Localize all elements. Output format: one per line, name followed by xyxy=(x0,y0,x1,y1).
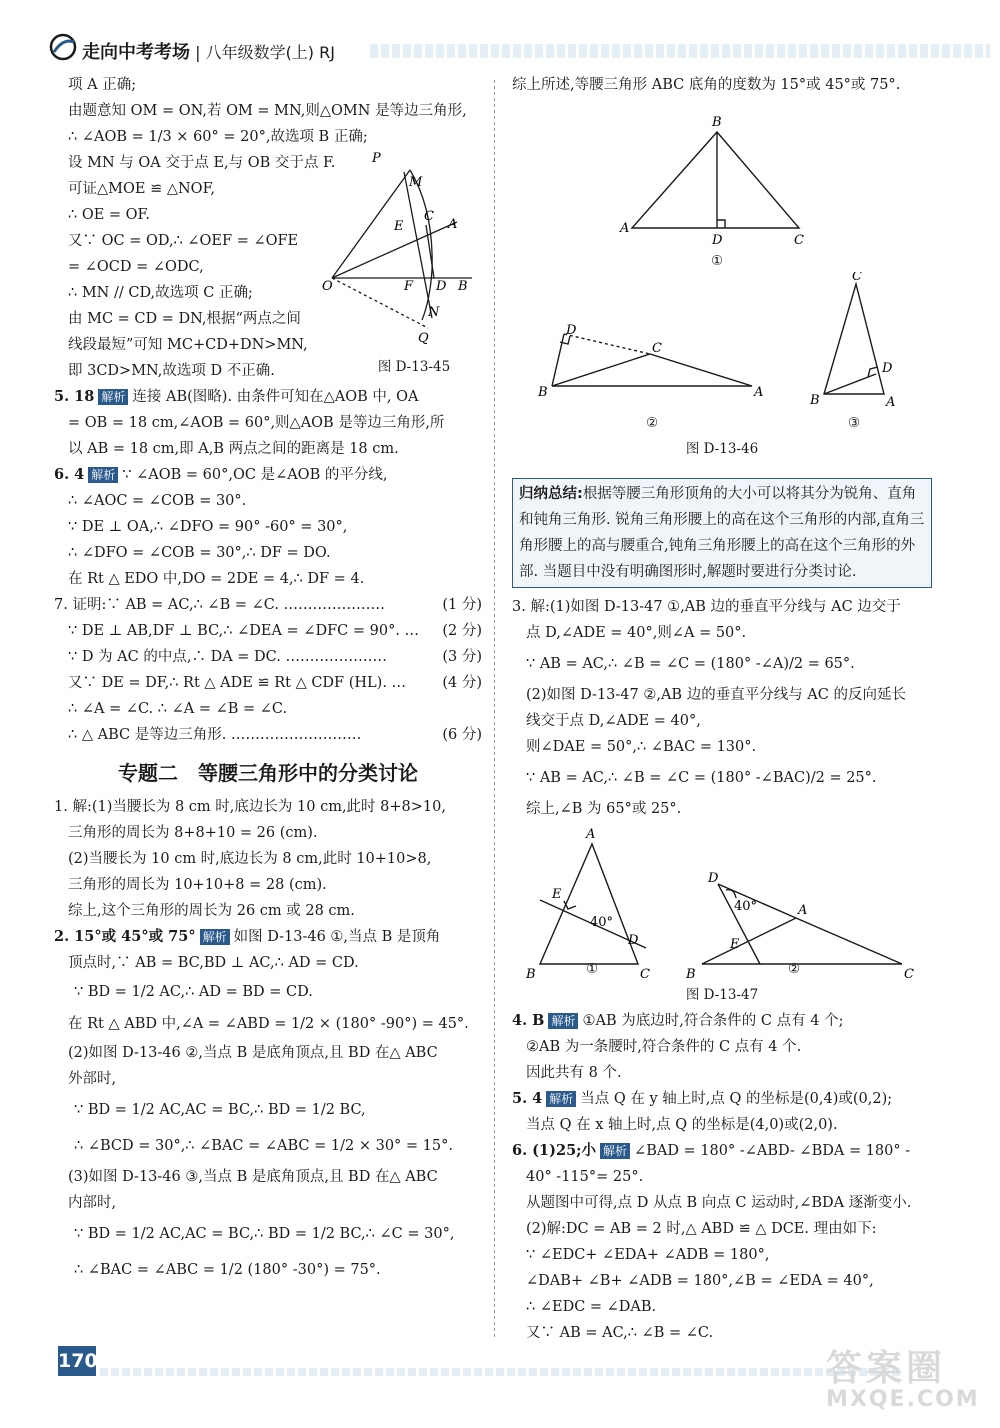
label-c: C xyxy=(652,341,662,356)
text-line: ∵ AB = AC,∴ ∠B = ∠C = (180° -∠BAC)/2 = 25°. xyxy=(526,770,877,786)
analysis-tag: 解析 xyxy=(200,929,230,945)
summary-label: 归纳总结: xyxy=(519,486,583,502)
label-b: B xyxy=(712,115,722,130)
text-line: 又∵ OC = OD,∴ ∠OEF = ∠OFE xyxy=(68,233,299,249)
text-line: ∴ △ ABC 是等边三角形. ……………………… xyxy=(68,727,362,743)
analysis-tag: 解析 xyxy=(546,1091,576,1107)
text-line: ∵ BD = 1/2 AC,AC = BC,∴ BD = 1/2 BC,∴ ∠C = 30°, xyxy=(74,1226,455,1242)
q6-line xyxy=(512,1138,932,1164)
column-divider xyxy=(494,80,495,1340)
label-a: A xyxy=(886,395,896,410)
figure-d-13-47 xyxy=(512,822,932,1008)
q2-line xyxy=(54,924,482,950)
label-d: D xyxy=(628,933,639,948)
text-line: 由 MC = CD = DN,根据“两点之间 xyxy=(68,311,301,327)
label-a: A xyxy=(586,827,596,842)
text-line: 可证△MOE ≌ △NOF, xyxy=(68,181,215,197)
q6-number: 6. (1)25;小 xyxy=(512,1142,597,1159)
figure-d-13-45 xyxy=(322,150,482,350)
q7-line xyxy=(54,592,482,618)
q5-number: 5. 4 xyxy=(512,1090,543,1107)
fig46-caption: 图 D-13-46 xyxy=(685,441,759,457)
label-f: F xyxy=(404,279,414,294)
text-line: 外部时, xyxy=(68,1071,117,1087)
book-grade: 八年级数学(上) RJ xyxy=(205,43,335,62)
text-line: 在 Rt △ ABD 中,∠A = ∠ABD = 1/2 × (180° -90°) = 45°. xyxy=(68,1016,469,1032)
label-d: D xyxy=(436,279,447,294)
angle-label: 40° xyxy=(590,915,614,930)
label-p: P xyxy=(372,151,381,166)
text-line: = ∠OCD = ∠ODC, xyxy=(68,259,204,275)
text-line: 以 AB = 18 cm,即 A,B 两点之间的距离是 18 cm. xyxy=(68,441,399,457)
label-n: N xyxy=(428,305,440,320)
label-q: Q xyxy=(418,331,429,346)
right-column xyxy=(512,72,932,1346)
watermark-text: 答案圈 xyxy=(826,1348,947,1389)
analysis-tag: 解析 xyxy=(98,389,128,405)
circled-label: ③ xyxy=(847,415,861,431)
label-a: A xyxy=(448,217,458,232)
text-line: ∵ ∠EDC+ ∠EDA+ ∠ADB = 180°, xyxy=(526,1247,770,1263)
text-line: 3. 解:(1)如图 D-13-47 ①,AB 边的垂直平分线与 AC 边交于 xyxy=(512,599,901,615)
text-line: ∴ ∠A = ∠C. ∴ ∠A = ∠B = ∠C. xyxy=(68,701,288,717)
circled-label: ② xyxy=(787,961,801,977)
text-line: 即 3CD>MN,故选项 D 不正确. xyxy=(68,363,275,379)
watermark xyxy=(826,1340,986,1420)
text-line: 40° -115°= 25°. xyxy=(526,1169,644,1185)
text-line: ∴ ∠AOB = 1/3 × 60° = 20°,故选项 B 正确; xyxy=(68,129,368,145)
text-line: 点 D,∠ADE = 40°,则∠A = 50°. xyxy=(526,625,747,641)
text-line: ∵ DE ⊥ AB,DF ⊥ BC,∴ ∠DEA = ∠DFC = 90°. … xyxy=(68,623,420,639)
score-points: (4 分) xyxy=(442,675,482,691)
header-title: 走向中考考场 | 八年级数学(上) RJ xyxy=(82,42,335,63)
logo-icon xyxy=(48,32,78,62)
q4-number: 4. B xyxy=(512,1012,545,1029)
footer-band xyxy=(100,1368,900,1376)
watermark-url: MXQE.COM xyxy=(826,1387,980,1412)
label-a: A xyxy=(798,903,808,918)
text-line: 顶点时,∵ AB = BC,BD ⊥ AC,∴ AD = CD. xyxy=(68,955,359,971)
q5-line xyxy=(512,1086,932,1112)
text-line: 如图 D-13-46 ①,当点 B 是顶角 xyxy=(233,929,441,945)
page-number: 170 xyxy=(58,1346,96,1376)
text-line: 在 Rt △ EDO 中,DO = 2DE = 4,∴ DF = 4. xyxy=(68,571,365,587)
label-b: B xyxy=(810,393,820,408)
left-column xyxy=(54,72,482,1288)
score-points: (3 分) xyxy=(442,649,482,665)
text-line: ∴ ∠AOC = ∠COB = 30°. xyxy=(68,493,247,509)
text-line: 连接 AB(图略). 由条件可知在△AOB 中, OA xyxy=(132,389,419,405)
label-c: C xyxy=(904,967,914,982)
text-line: 因此共有 8 个. xyxy=(526,1065,622,1081)
circled-label: ② xyxy=(645,415,659,431)
summary-box xyxy=(512,478,932,588)
q5-number: 5. 18 xyxy=(54,388,95,405)
text-line: 当点 Q 在 y 轴上时,点 Q 的坐标是(0,4)或(0,2); xyxy=(580,1091,893,1107)
analysis-tag: 解析 xyxy=(548,1013,578,1029)
text-line: ∵ BD = 1/2 AC,AC = BC,∴ BD = 1/2 BC, xyxy=(74,1102,366,1118)
score-points: (2 分) xyxy=(442,623,482,639)
label-d: D xyxy=(566,323,577,338)
text-line: ∵ DE ⊥ OA,∴ ∠DFO = 90° -60° = 30°, xyxy=(68,519,348,535)
q4-line xyxy=(512,1008,932,1034)
label-b: B xyxy=(538,385,548,400)
summary-text: 根据等腰三角形顶角的大小可以将其分为锐角、直角和钝角三角形. 锐角三角形腰上的高在这个三角形的内部,直角三角形腰上的高与腰重合,钝角三角形腰上的高在这个三角形的外部. 当题目中没有明确图形时,解题时要进行分类讨论. xyxy=(519,486,925,580)
analysis-tag: 解析 xyxy=(88,467,118,483)
text-line: = OB = 18 cm,∠AOB = 60°,则△AOB 是等边三角形,所 xyxy=(68,415,445,431)
text-line: ∠DAB+ ∠B+ ∠ADB = 180°,∠B = ∠EDA = 40°, xyxy=(526,1273,874,1289)
text-line: ∵ D 为 AC 的中点,∴ DA = DC. ………………… xyxy=(68,649,387,665)
q2-number: 2. 15°或 45°或 75° xyxy=(54,928,196,945)
label-a: A xyxy=(754,385,764,400)
label-o: O xyxy=(322,279,333,294)
text-line: ②AB 为一条腰时,符合条件的 C 点有 4 个. xyxy=(526,1039,802,1055)
text-line: ∵ ∠AOB = 60°,OC 是∠AOB 的平分线, xyxy=(122,467,388,483)
q5-line xyxy=(54,384,482,410)
text-line: 三角形的周长为 8+8+10 = 26 (cm). xyxy=(68,825,318,841)
fig47-caption: 图 D-13-47 xyxy=(685,987,759,1003)
circled-label: ① xyxy=(710,253,724,269)
text-line: (2)当腰长为 10 cm 时,底边长为 8 cm,此时 10+10>8, xyxy=(68,851,432,867)
text-line: 又∵ DE = DF,∴ Rt △ ADE ≌ Rt △ CDF (HL). … xyxy=(68,675,407,691)
score-points: (6 分) xyxy=(442,727,482,743)
text-line: 项 A 正确; xyxy=(68,77,137,93)
text-line: 1. 解:(1)当腰长为 8 cm 时,底边长为 10 cm,此时 8+8>10, xyxy=(54,799,446,815)
label-c: C xyxy=(852,272,862,284)
label-c: C xyxy=(640,967,650,982)
text-line: ∠BAD = 180° -∠ABD- ∠BDA = 180° - xyxy=(634,1143,911,1159)
text-line: 三角形的周长为 10+10+8 = 28 (cm). xyxy=(68,877,327,893)
q7-line xyxy=(54,696,482,722)
label-b: B xyxy=(686,967,696,982)
fig45-caption: 图 D-13-45 xyxy=(377,359,451,375)
text-line: ∴ OE = OF. xyxy=(68,207,150,223)
label-m: M xyxy=(409,175,423,190)
text-line: (2)解:DC = AB = 2 时,△ ABD ≌ △ DCE. 理由如下: xyxy=(526,1221,877,1237)
label-d: D xyxy=(882,361,893,376)
text-line: ∵ AB = AC,∴ ∠B = ∠C = (180° -∠A)/2 = 65°. xyxy=(526,656,855,672)
figure-d-13-45-block xyxy=(54,150,482,384)
text-line: 综上,这个三角形的周长为 26 cm 或 28 cm. xyxy=(68,903,355,919)
label-c: C xyxy=(424,209,434,224)
circled-label: ① xyxy=(585,961,599,977)
text-line: (2)如图 D-13-46 ②,当点 B 是底角顶点,且 BD 在△ ABC xyxy=(68,1045,438,1061)
page-header xyxy=(0,0,1000,70)
label-e: E xyxy=(394,219,404,234)
text-line: 综上所述,等腰三角形 ABC 底角的度数为 15°或 45°或 75°. xyxy=(512,77,901,93)
analysis-tag: 解析 xyxy=(600,1143,630,1159)
text-line: ∴ ∠EDC = ∠DAB. xyxy=(526,1299,657,1315)
text-line: 内部时, xyxy=(68,1195,117,1211)
label-c: C xyxy=(794,233,804,248)
text-line: 当点 Q 在 x 轴上时,点 Q 的坐标是(4,0)或(2,0). xyxy=(526,1117,838,1133)
text-line: ∴ ∠DFO = ∠COB = 30°,∴ DF = DO. xyxy=(68,545,331,561)
text-line: (2)如图 D-13-47 ②,AB 边的垂直平分线与 AC 的反向延长 xyxy=(526,687,906,703)
text-line: ①AB 为底边时,符合条件的 C 点有 4 个; xyxy=(582,1013,844,1029)
section-title: 专题二 等腰三角形中的分类讨论 xyxy=(118,761,418,785)
text-line: 7. 证明:∵ AB = AC,∴ ∠B = ∠C. ………………… xyxy=(54,597,386,613)
text-line: 从题图中可得,点 D 从点 B 向点 C 运动时,∠BDA 逐渐变小. xyxy=(526,1195,912,1211)
label-d: D xyxy=(708,871,719,886)
text-line: 线段最短”可知 MC+CD+DN>MN, xyxy=(68,337,308,353)
text-line: 则∠DAE = 50°,∴ ∠BAC = 130°. xyxy=(526,739,757,755)
text-line: 设 MN 与 OA 交于点 E,与 OB 交于点 F. xyxy=(68,155,336,171)
figure-d-13-46-23 xyxy=(512,272,932,472)
text-line: 综上,∠B 为 65°或 25°. xyxy=(526,801,682,817)
text-line: ∵ BD = 1/2 AC,∴ AD = BD = CD. xyxy=(74,984,313,1000)
header-band xyxy=(370,44,990,58)
text-line: ∴ ∠BCD = 30°,∴ ∠BAC = ∠ABC = 1/2 × 30° = 15°. xyxy=(74,1138,453,1154)
label-a: A xyxy=(620,221,630,236)
label-e: E xyxy=(552,887,562,902)
label-b: B xyxy=(526,967,536,982)
q6-number: 6. 4 xyxy=(54,466,85,483)
figure-d-13-46-1 xyxy=(512,98,932,269)
q7-line xyxy=(54,722,482,748)
label-d: D xyxy=(712,233,723,248)
angle-label: 40° xyxy=(734,899,758,914)
q7-line xyxy=(54,644,482,670)
q6-line xyxy=(54,462,482,488)
text-line: ∴ ∠BAC = ∠ABC = 1/2 (180° -30°) = 75°. xyxy=(74,1262,381,1278)
score-points: (1 分) xyxy=(442,597,482,613)
text-line: 又∵ AB = AC,∴ ∠B = ∠C. xyxy=(526,1325,714,1341)
text-line: ∴ MN // CD,故选项 C 正确; xyxy=(68,285,253,301)
text-line: (3)如图 D-13-46 ③,当点 B 是底角顶点,且 BD 在△ ABC xyxy=(68,1169,438,1185)
text-line: 线交于点 D,∠ADE = 40°, xyxy=(526,713,701,729)
text-line: 由题意知 OM = ON,若 OM = MN,则△OMN 是等边三角形, xyxy=(68,103,467,119)
fig46-triangle-1 xyxy=(512,98,932,248)
label-b: B xyxy=(458,279,468,294)
label-e: E xyxy=(730,937,740,952)
book-series: 走向中考考场 xyxy=(82,42,190,63)
q7-line xyxy=(54,670,482,696)
q7-line xyxy=(54,618,482,644)
